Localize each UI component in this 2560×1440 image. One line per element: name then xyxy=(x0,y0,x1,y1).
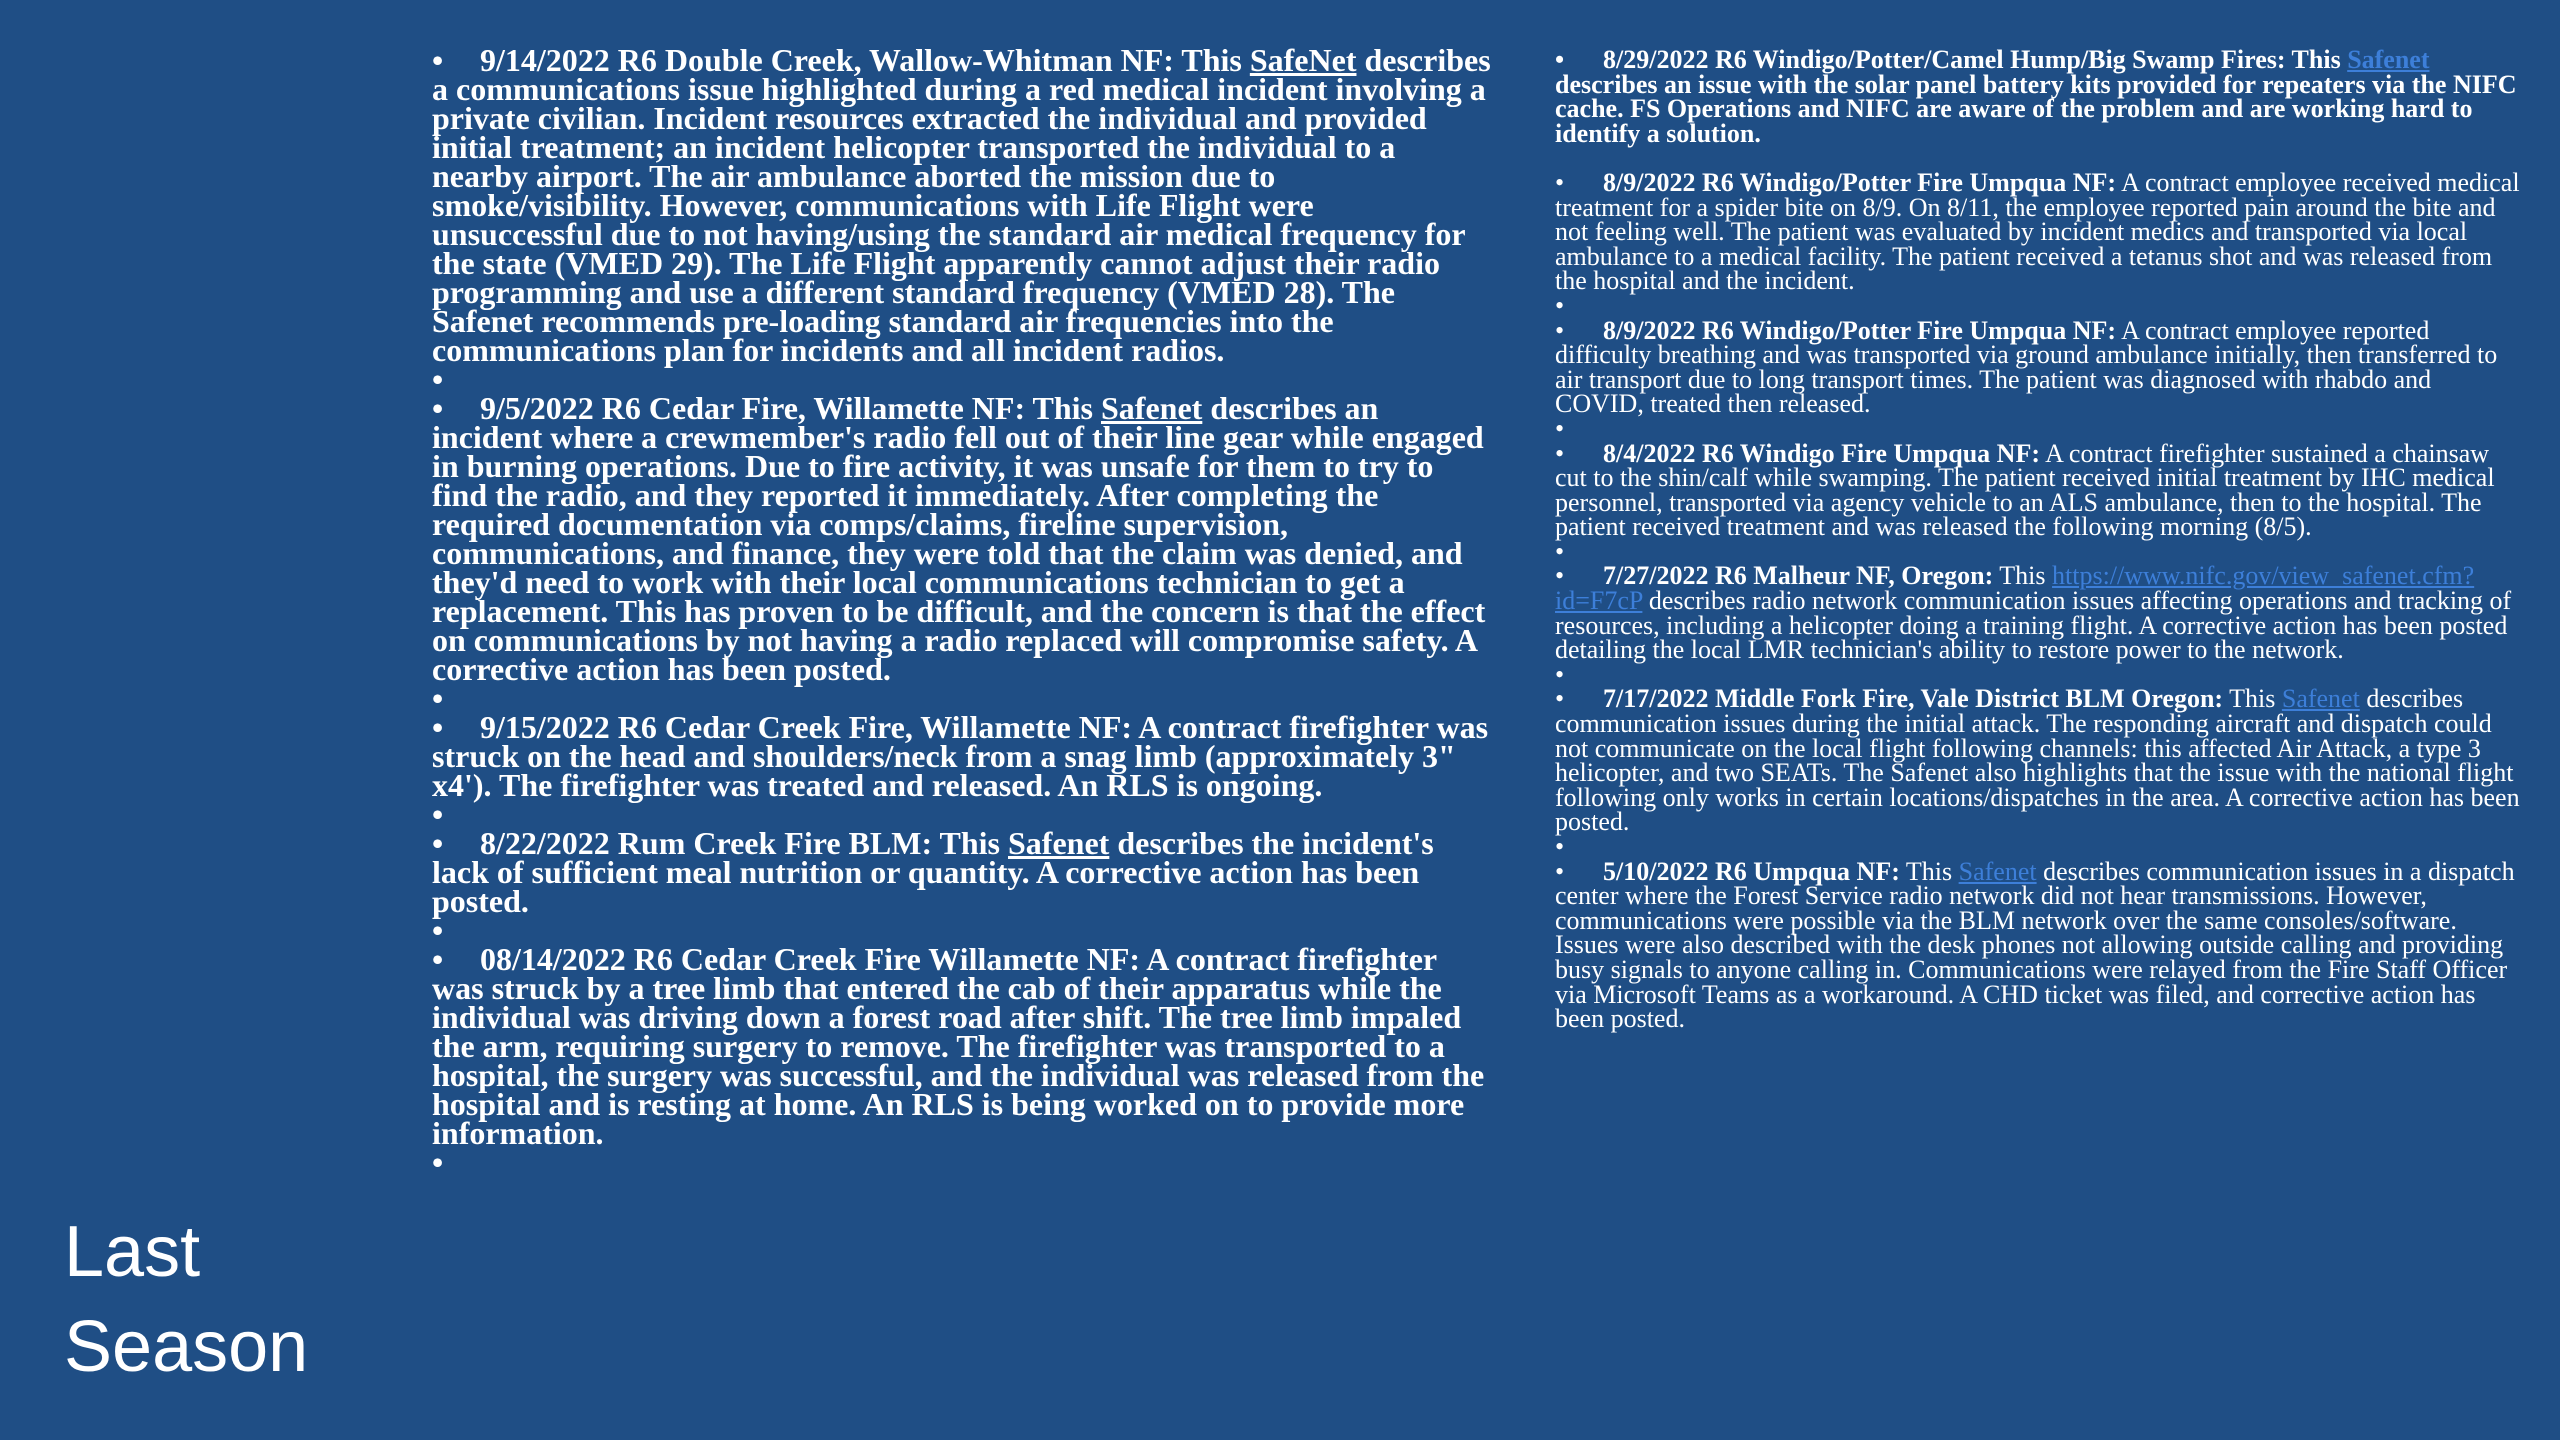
safenet-link[interactable]: SafeNet xyxy=(1249,42,1357,78)
entry-head: 7/27/2022 R6 Malheur NF, Oregon: xyxy=(1603,561,1994,591)
incident-entry xyxy=(1555,45,2520,148)
bullet: • xyxy=(432,390,444,426)
entry-head: 8/4/2022 R6 Windigo Fire Umpqua NF: xyxy=(1603,438,2040,468)
safenet-link[interactable]: Safenet xyxy=(1101,390,1203,426)
empty-bullet: • xyxy=(432,1144,444,1180)
incident-entry xyxy=(432,941,1492,1151)
entry-body: describes communication issues in a dispatch center where the Forest Service radio network did not hear transmissions. However, communications were possible via the BLM network over the same consoles/software. Issues were also described with the desk phones not allowing outside calling and providing busy signals to anyone calling in. Communications were relayed from the Fire Staff Officer via Microsoft Teams as a workaround. A CHD ticket was filed, and corrective action has been posted. xyxy=(1555,856,2515,1034)
bullet: • xyxy=(1555,167,1565,197)
entry-head: 9/5/2022 R6 Cedar Fire, Willamette NF: This xyxy=(480,390,1101,426)
entry-body: describes an issue with the solar panel battery kits provided for repeaters via the NIFC cache. FS Operations and NIFC are aware of the problem and are working hard to identify a solution. xyxy=(1555,69,2517,148)
incident-entry xyxy=(432,709,1492,803)
left-column xyxy=(432,42,1492,1180)
empty-bullet: • xyxy=(1555,536,1565,566)
entry-head: 9/15/2022 R6 Cedar Creek Fire, Willamette NF: A contract firefighter was struck on the head and shoulders/neck from a snag limb (approximately 3" x4'). The firefighter was treated and released. An RLS is ongoing. xyxy=(432,709,1489,803)
safenet-link[interactable]: Safenet xyxy=(1008,825,1110,861)
bullet: • xyxy=(1555,438,1565,468)
bullet: • xyxy=(1555,315,1565,345)
bullet: • xyxy=(432,42,444,78)
empty-bullet: • xyxy=(432,680,444,716)
empty-bullet: • xyxy=(432,796,444,832)
bullet: • xyxy=(432,825,444,861)
safenet-link[interactable]: Safenet xyxy=(1958,856,2037,886)
incident-entry: • 7/17/2022 Middle Fork Fire, Vale District BLM Oregon: This Safenet describes communication issues during the initial attack. The responding aircraft and dispatch could not communicate on the local flight following channels: this affected Air Attack, a type 3 helicopter, and two SEATs. The Safenet also highlights that the issue with the national flight following only works in certain locations/dispatches in the area. A corrective action has been posted. xyxy=(1555,684,2520,837)
entry-body: A contract employee reported difficulty breathing and was transported via ground ambulance initially, then transferred to air transport due to long transport times. The patient was diagnosed with rhabdo and COVID, treated then released. xyxy=(1555,315,2498,419)
entry-head: 8/22/2022 Rum Creek Fire BLM: This xyxy=(480,825,1008,861)
bullet: • xyxy=(432,941,444,977)
entry-head: 9/14/2022 R6 Double Creek, Wallow-Whitman NF: This xyxy=(480,42,1250,78)
empty-bullet: • xyxy=(1555,413,1565,443)
slide-title xyxy=(64,1205,308,1395)
safenet-link[interactable]: Safenet xyxy=(2347,45,2430,74)
entry-body: describes an incident where a crewmember's radio fell out of their line gear while engaged in burning operations. Due to fire activity, it was unsafe for them to try to find the radio, and they reported it immediately. After completing the required documentation via comps/claims, fireline supervision, communications, and finance, they were told that the claim was denied, and they'd need to work with their local communications technician to get a replacement. This has proven to be difficult, and the concern is that the effect on communications by not having a radio replaced will compromise safety. A corrective action has been posted. xyxy=(432,390,1486,687)
empty-bullet: • xyxy=(1555,290,1565,320)
entry-body: describes radio network communication issues affecting operations and tracking of resources, including a helicopter doing a training flight. A corrective action has been posted detailing the local LMR technician's ability to restore power to the network. xyxy=(1555,586,2512,665)
right-column xyxy=(1555,45,2520,1034)
safenet-link[interactable]: Safenet xyxy=(2281,684,2360,714)
empty-bullet: • xyxy=(432,912,444,948)
incident-entry xyxy=(432,825,1492,919)
entry-body: A contract firefighter sustained a chainsaw cut to the shin/calf while swamping. The patient received initial treatment by IHC medical personnel, transported via agency vehicle to an ALS ambulance, then to the hospital. The patient received treatment and was released the following morning (8/5). xyxy=(1555,438,2495,542)
entry-head: 8/9/2022 R6 Windigo/Potter Fire Umpqua NF: xyxy=(1603,167,2117,197)
entry-head: 08/14/2022 R6 Cedar Creek Fire Willamette NF: A contract firefighter was struck by a tree limb that entered the cab of their apparatus while the individual was driving down a forest road after shift. The tree limb impaled the arm, requiring surgery to remove. The firefighter was transported to a hospital, the surgery was successful, and the individual was released from the hospital and is resting at home. An RLS is being worked on to provide more information. xyxy=(432,941,1485,1151)
bullet: • xyxy=(1555,45,1565,74)
entry-head: 8/29/2022 R6 Windigo/Potter/Camel Hump/Big Swamp Fires: This xyxy=(1603,45,2348,74)
entry-body: A contract employee received medical treatment for a spider bite on 8/9. On 8/11, the employee reported pain around the bite and not feeling well. The patient was evaluated by incident medics and transported via local ambulance to a medical facility. The patient received a tetanus shot and was released from the hospital and the incident. xyxy=(1555,167,2520,296)
entry-body: describes the incident's lack of sufficient meal nutrition or quantity. A corrective action has been posted. xyxy=(432,825,1434,919)
incident-entry xyxy=(432,42,1492,368)
entry-body: describes a communications issue highlighted during a red medical incident involving a private civilian. Incident resources extracted the individual and provided initial treatment; an incident helicopter transported the individual to a nearby airport. The air ambulance aborted the mission due to smoke/visibility. However, communications with Life Flight were unsuccessful due to not having/using the standard air medical frequency for the state (VMED 29). The Life Flight apparently cannot adjust their radio programming and use a different standard frequency (VMED 28). The Safenet recommends pre-loading standard air frequencies into the communications plan for incidents and all incident radios. xyxy=(432,42,1491,368)
entry-head: 5/10/2022 R6 Umpqua NF: xyxy=(1603,856,1900,886)
slide-title-line2: Season xyxy=(64,1307,309,1387)
empty-bullet: • xyxy=(432,361,444,397)
bullet: • xyxy=(1555,561,1565,591)
slide-title-line1: Last xyxy=(64,1212,201,1292)
empty-bullet: • xyxy=(1555,832,1565,861)
empty-bullet: • xyxy=(1555,659,1565,689)
incident-entry xyxy=(1555,167,2520,296)
incident-entry xyxy=(1555,315,2520,419)
entry-body: describes communication issues during the initial attack. The responding aircraft and dispatch could not communicate on the local flight following channels: this affected Air Attack, a type 3 helicopter, and two SEATs. The Safenet also highlights that the issue with the national flight following only works in certain locations/dispatches in the area. A corrective action has been posted. xyxy=(1555,684,2520,837)
incident-entry xyxy=(1555,438,2520,542)
bullet: • xyxy=(1555,856,1565,886)
bullet: • xyxy=(432,709,444,745)
incident-entry xyxy=(432,390,1492,687)
incident-entry: • 7/27/2022 R6 Malheur NF, Oregon: This https://www.nifc.gov/view_safenet.cfm?id=F7cP describes radio network communication issues affecting operations and tracking of resources, including a helicopter doing a training flight. A corrective action has been posted detailing the local LMR technician's ability to restore power to the network. xyxy=(1555,561,2512,665)
entry-head: 8/9/2022 R6 Windigo/Potter Fire Umpqua NF: xyxy=(1603,315,2117,345)
entry-head: 7/17/2022 Middle Fork Fire, Vale District BLM Oregon: xyxy=(1603,684,2224,714)
safenet-link[interactable]: https://www.nifc.gov/view_safenet.cfm?id=F7cP xyxy=(1555,561,2475,616)
incident-entry: • 5/10/2022 R6 Umpqua NF: This Safenet describes communication issues in a dispatch center where the Forest Service radio network did not hear transmissions. However, communications were possible via the BLM network over the same consoles/software. Issues were also described with the desk phones not allowing outside calling and providing busy signals to anyone calling in. Communications were relayed from the Fire Staff Officer via Microsoft Teams as a workaround. A CHD ticket was filed, and corrective action has been posted. xyxy=(1555,856,2515,1034)
bullet: • xyxy=(1555,684,1565,714)
